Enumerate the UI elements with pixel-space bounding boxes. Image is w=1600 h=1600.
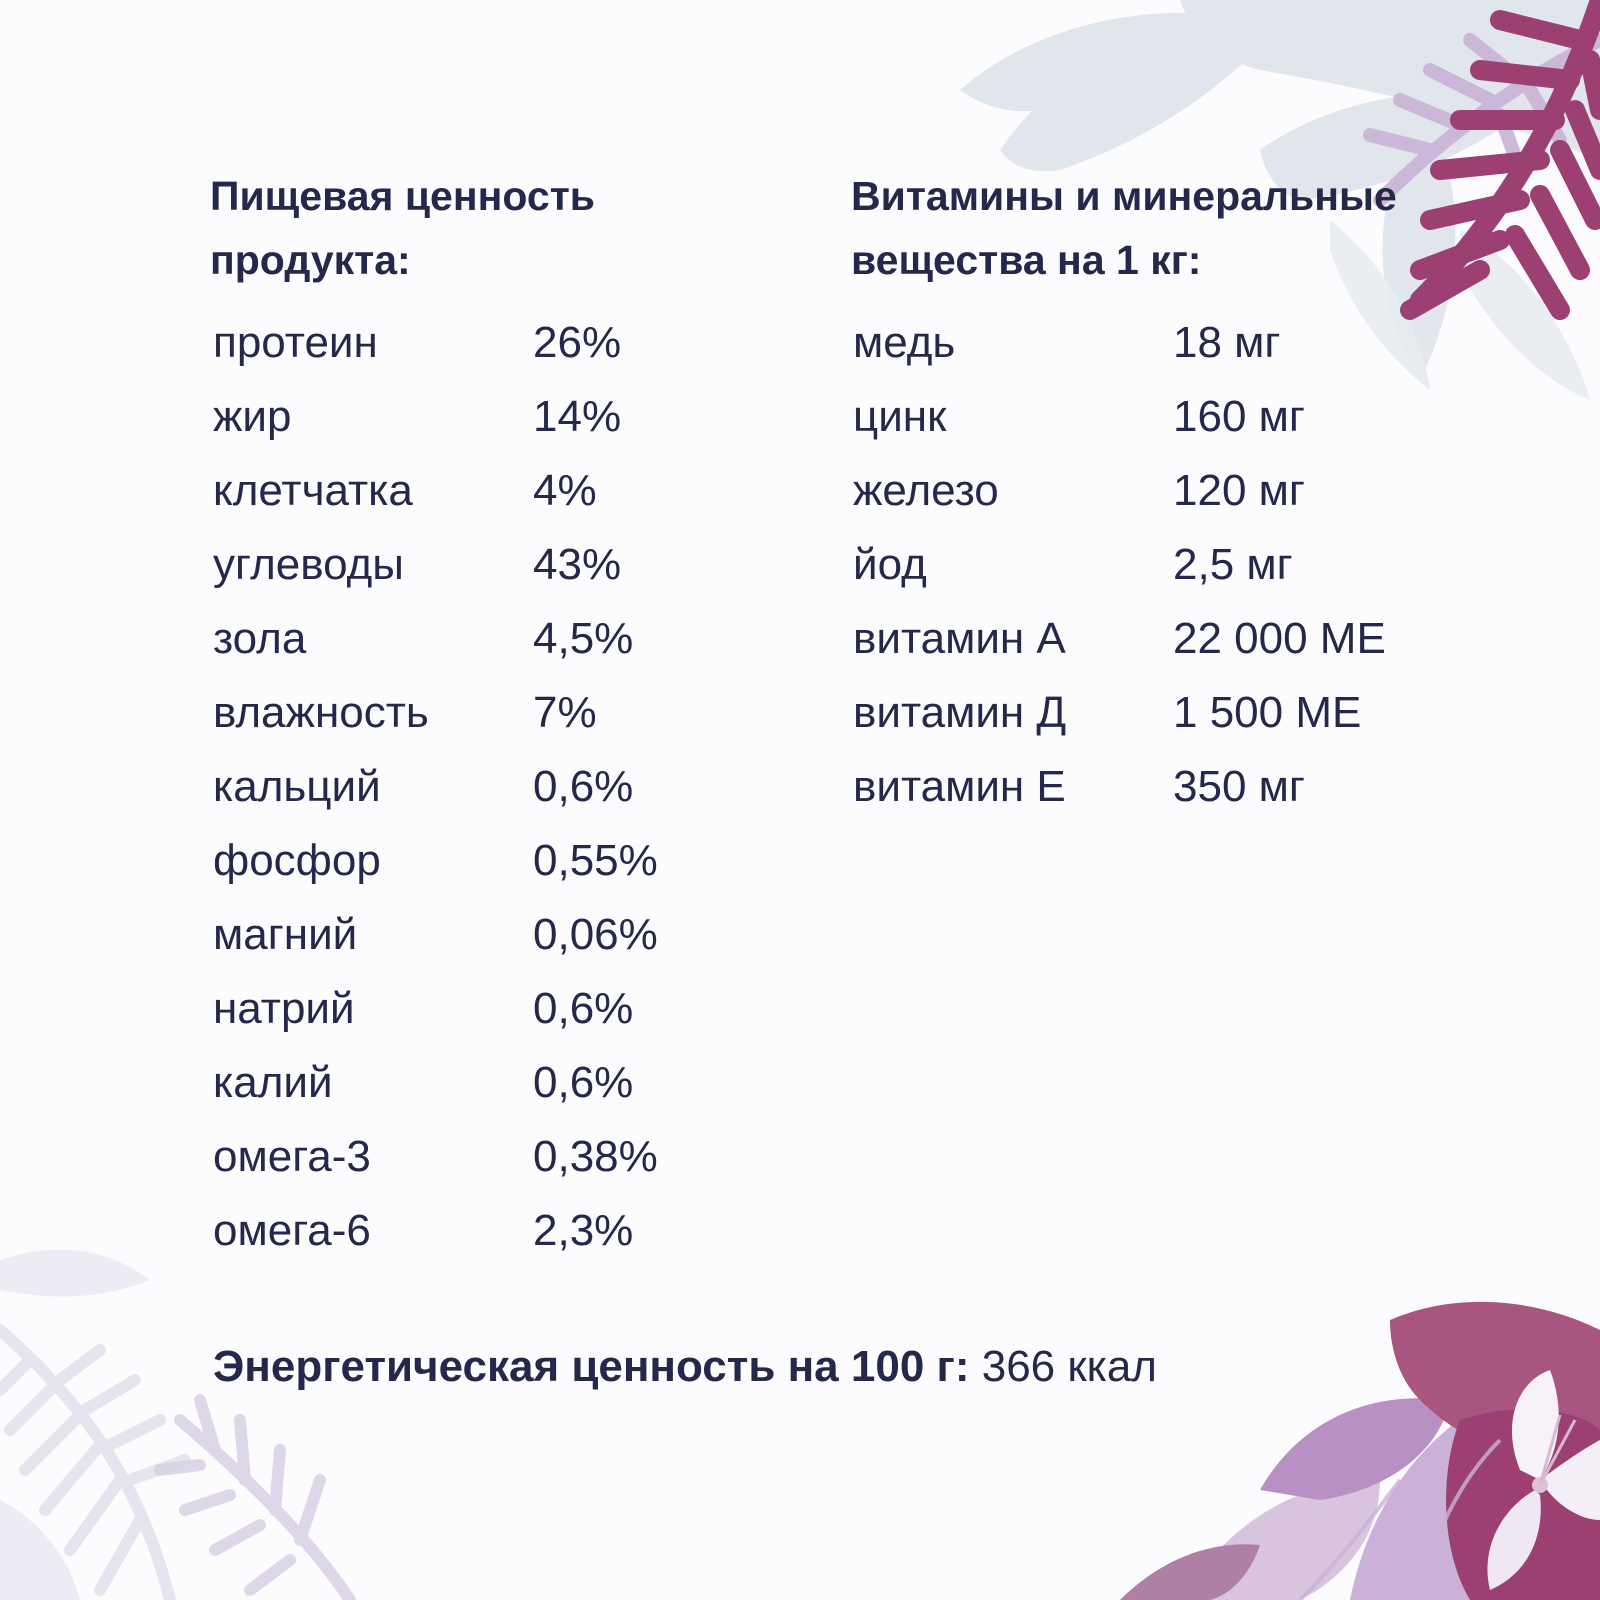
- nutrient-value: 0,6%: [533, 762, 634, 811]
- vitamins-heading-line2: вещества на 1 кг:: [851, 237, 1202, 283]
- energy-label: Энергетическая ценность на 100 г:: [213, 1342, 970, 1391]
- nutrient-name: магний: [213, 910, 358, 959]
- nutrient-name: углеводы: [213, 540, 404, 589]
- table-row: [213, 676, 658, 750]
- nutrient-value: 43%: [533, 540, 622, 589]
- nutrient-value: 0,6%: [533, 1058, 634, 1107]
- nutrient-name: омега-3: [213, 1132, 371, 1181]
- nutrient-value: 7%: [533, 688, 597, 737]
- vitamin-name: витамин Д: [853, 688, 1067, 737]
- nutrient-name: кальций: [213, 762, 381, 811]
- vitamin-value: 120 мг: [1173, 466, 1305, 515]
- energy-value: 366 ккал: [981, 1342, 1157, 1391]
- table-row: [853, 380, 1386, 454]
- vitamin-name: йод: [853, 540, 927, 589]
- vitamin-value: 2,5 мг: [1173, 540, 1293, 589]
- vitamin-value: 350 мг: [1173, 762, 1305, 811]
- nutrient-name: натрий: [213, 984, 355, 1033]
- table-row: [213, 528, 658, 602]
- nutrition-heading-line2: продукта:: [210, 237, 411, 283]
- table-row: [853, 454, 1386, 528]
- table-row: [213, 306, 658, 380]
- energy-value-line: [213, 1335, 1157, 1399]
- nutrient-name: фосфор: [213, 836, 381, 885]
- table-row: [213, 750, 658, 824]
- table-row: [213, 380, 658, 454]
- table-row: [853, 528, 1386, 602]
- nutrient-name: калий: [213, 1058, 333, 1107]
- nutrient-value: 4,5%: [533, 614, 634, 663]
- table-row: [213, 972, 658, 1046]
- vitamin-name: витамин А: [853, 614, 1066, 663]
- vitamins-heading: [851, 164, 1397, 292]
- table-row: [213, 1120, 658, 1194]
- vitamins-heading-line1: Витамины и минеральные: [851, 173, 1397, 219]
- nutrient-name: влажность: [213, 688, 429, 737]
- vitamin-value: 18 мг: [1173, 318, 1281, 367]
- vitamins-table: [853, 306, 1386, 824]
- table-row: [213, 454, 658, 528]
- nutrient-value: 0,06%: [533, 910, 658, 959]
- table-row: [213, 1046, 658, 1120]
- nutrient-value: 4%: [533, 466, 597, 515]
- vitamin-name: цинк: [853, 392, 947, 441]
- nutrient-name: зола: [213, 614, 307, 663]
- table-row: [853, 750, 1386, 824]
- nutrient-value: 0,38%: [533, 1132, 658, 1181]
- nutrient-name: протеин: [213, 318, 378, 367]
- table-row: [853, 602, 1386, 676]
- vitamin-value: 22 000 МЕ: [1173, 614, 1386, 663]
- vitamin-name: витамин Е: [853, 762, 1066, 811]
- table-row: [213, 898, 658, 972]
- table-row: [213, 824, 658, 898]
- table-row: [213, 1194, 658, 1268]
- nutrient-value: 14%: [533, 392, 622, 441]
- nutrient-name: клетчатка: [213, 466, 413, 515]
- nutrition-heading-line1: Пищевая ценность: [210, 173, 595, 219]
- nutrient-name: жир: [213, 392, 292, 441]
- nutrient-value: 0,55%: [533, 836, 658, 885]
- table-row: [853, 306, 1386, 380]
- vitamin-name: медь: [853, 318, 956, 367]
- table-row: [853, 676, 1386, 750]
- table-row: [213, 602, 658, 676]
- vitamin-name: железо: [853, 466, 999, 515]
- nutrient-value: 0,6%: [533, 984, 634, 1033]
- nutrition-heading: [210, 164, 595, 292]
- nutrient-name: омега-6: [213, 1206, 371, 1255]
- vitamin-value: 160 мг: [1173, 392, 1305, 441]
- nutrition-table: [213, 306, 658, 1268]
- nutrient-value: 2,3%: [533, 1206, 634, 1255]
- nutrient-value: 26%: [533, 318, 622, 367]
- vitamin-value: 1 500 МЕ: [1173, 688, 1362, 737]
